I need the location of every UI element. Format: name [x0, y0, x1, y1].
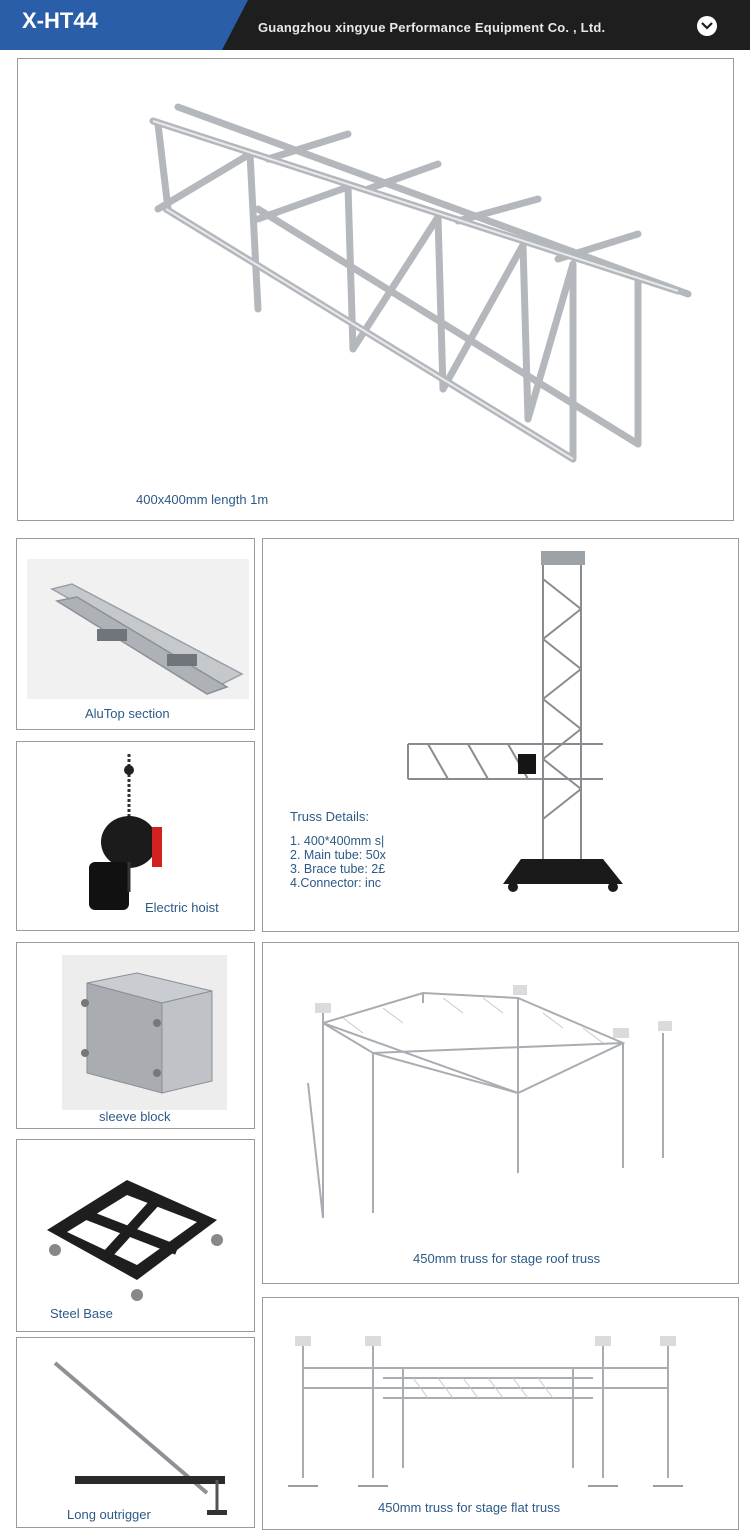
roof-truss-image [263, 943, 739, 1284]
main-truss-caption: 400x400mm length 1m [136, 492, 269, 507]
steel-base-caption: Steel Base [50, 1306, 113, 1321]
flat-truss-image [263, 1298, 739, 1530]
main-truss-panel [17, 58, 734, 521]
sleeve-block-image [17, 943, 255, 1129]
steel-base-image [17, 1140, 255, 1332]
alutop-panel [16, 538, 255, 730]
sleeve-panel [16, 942, 255, 1129]
hoist-panel [16, 741, 255, 931]
outrigger-panel [16, 1337, 255, 1528]
truss-details-title: Truss Details: [290, 809, 369, 824]
roof-truss-caption: 450mm truss for stage roof truss [413, 1251, 601, 1266]
truss-details-panel [262, 538, 739, 932]
truss-detail-item: 4.Connector: inc [290, 876, 382, 890]
truss-detail-item: 2. Main tube: 50x [290, 848, 386, 862]
hoist-caption: Electric hoist [145, 900, 219, 915]
truss-detail-item: 3. Brace tube: 2£ [290, 862, 386, 876]
alutop-caption: AluTop section [85, 706, 170, 721]
flat-truss-caption: 450mm truss for stage flat truss [378, 1500, 561, 1515]
alutop-image [17, 539, 255, 730]
steel-base-panel [16, 1139, 255, 1332]
company-name: Guangzhou xingyue Performance Equipment Co. , Ltd. [258, 20, 606, 35]
roof-truss-panel [262, 942, 739, 1284]
truss-detail-item: 1. 400*400mm s| [290, 834, 385, 848]
sleeve-caption: sleeve block [99, 1109, 171, 1124]
outrigger-caption: Long outrigger [67, 1507, 151, 1522]
truss-segment-image [18, 59, 734, 521]
model-number: X-HT44 [22, 8, 98, 33]
hoist-image [17, 742, 255, 931]
outrigger-image [17, 1338, 255, 1528]
flat-truss-panel [262, 1297, 739, 1530]
chevron-down-circle-icon[interactable] [697, 16, 717, 36]
header-bar [0, 0, 750, 50]
truss-details [290, 810, 403, 890]
